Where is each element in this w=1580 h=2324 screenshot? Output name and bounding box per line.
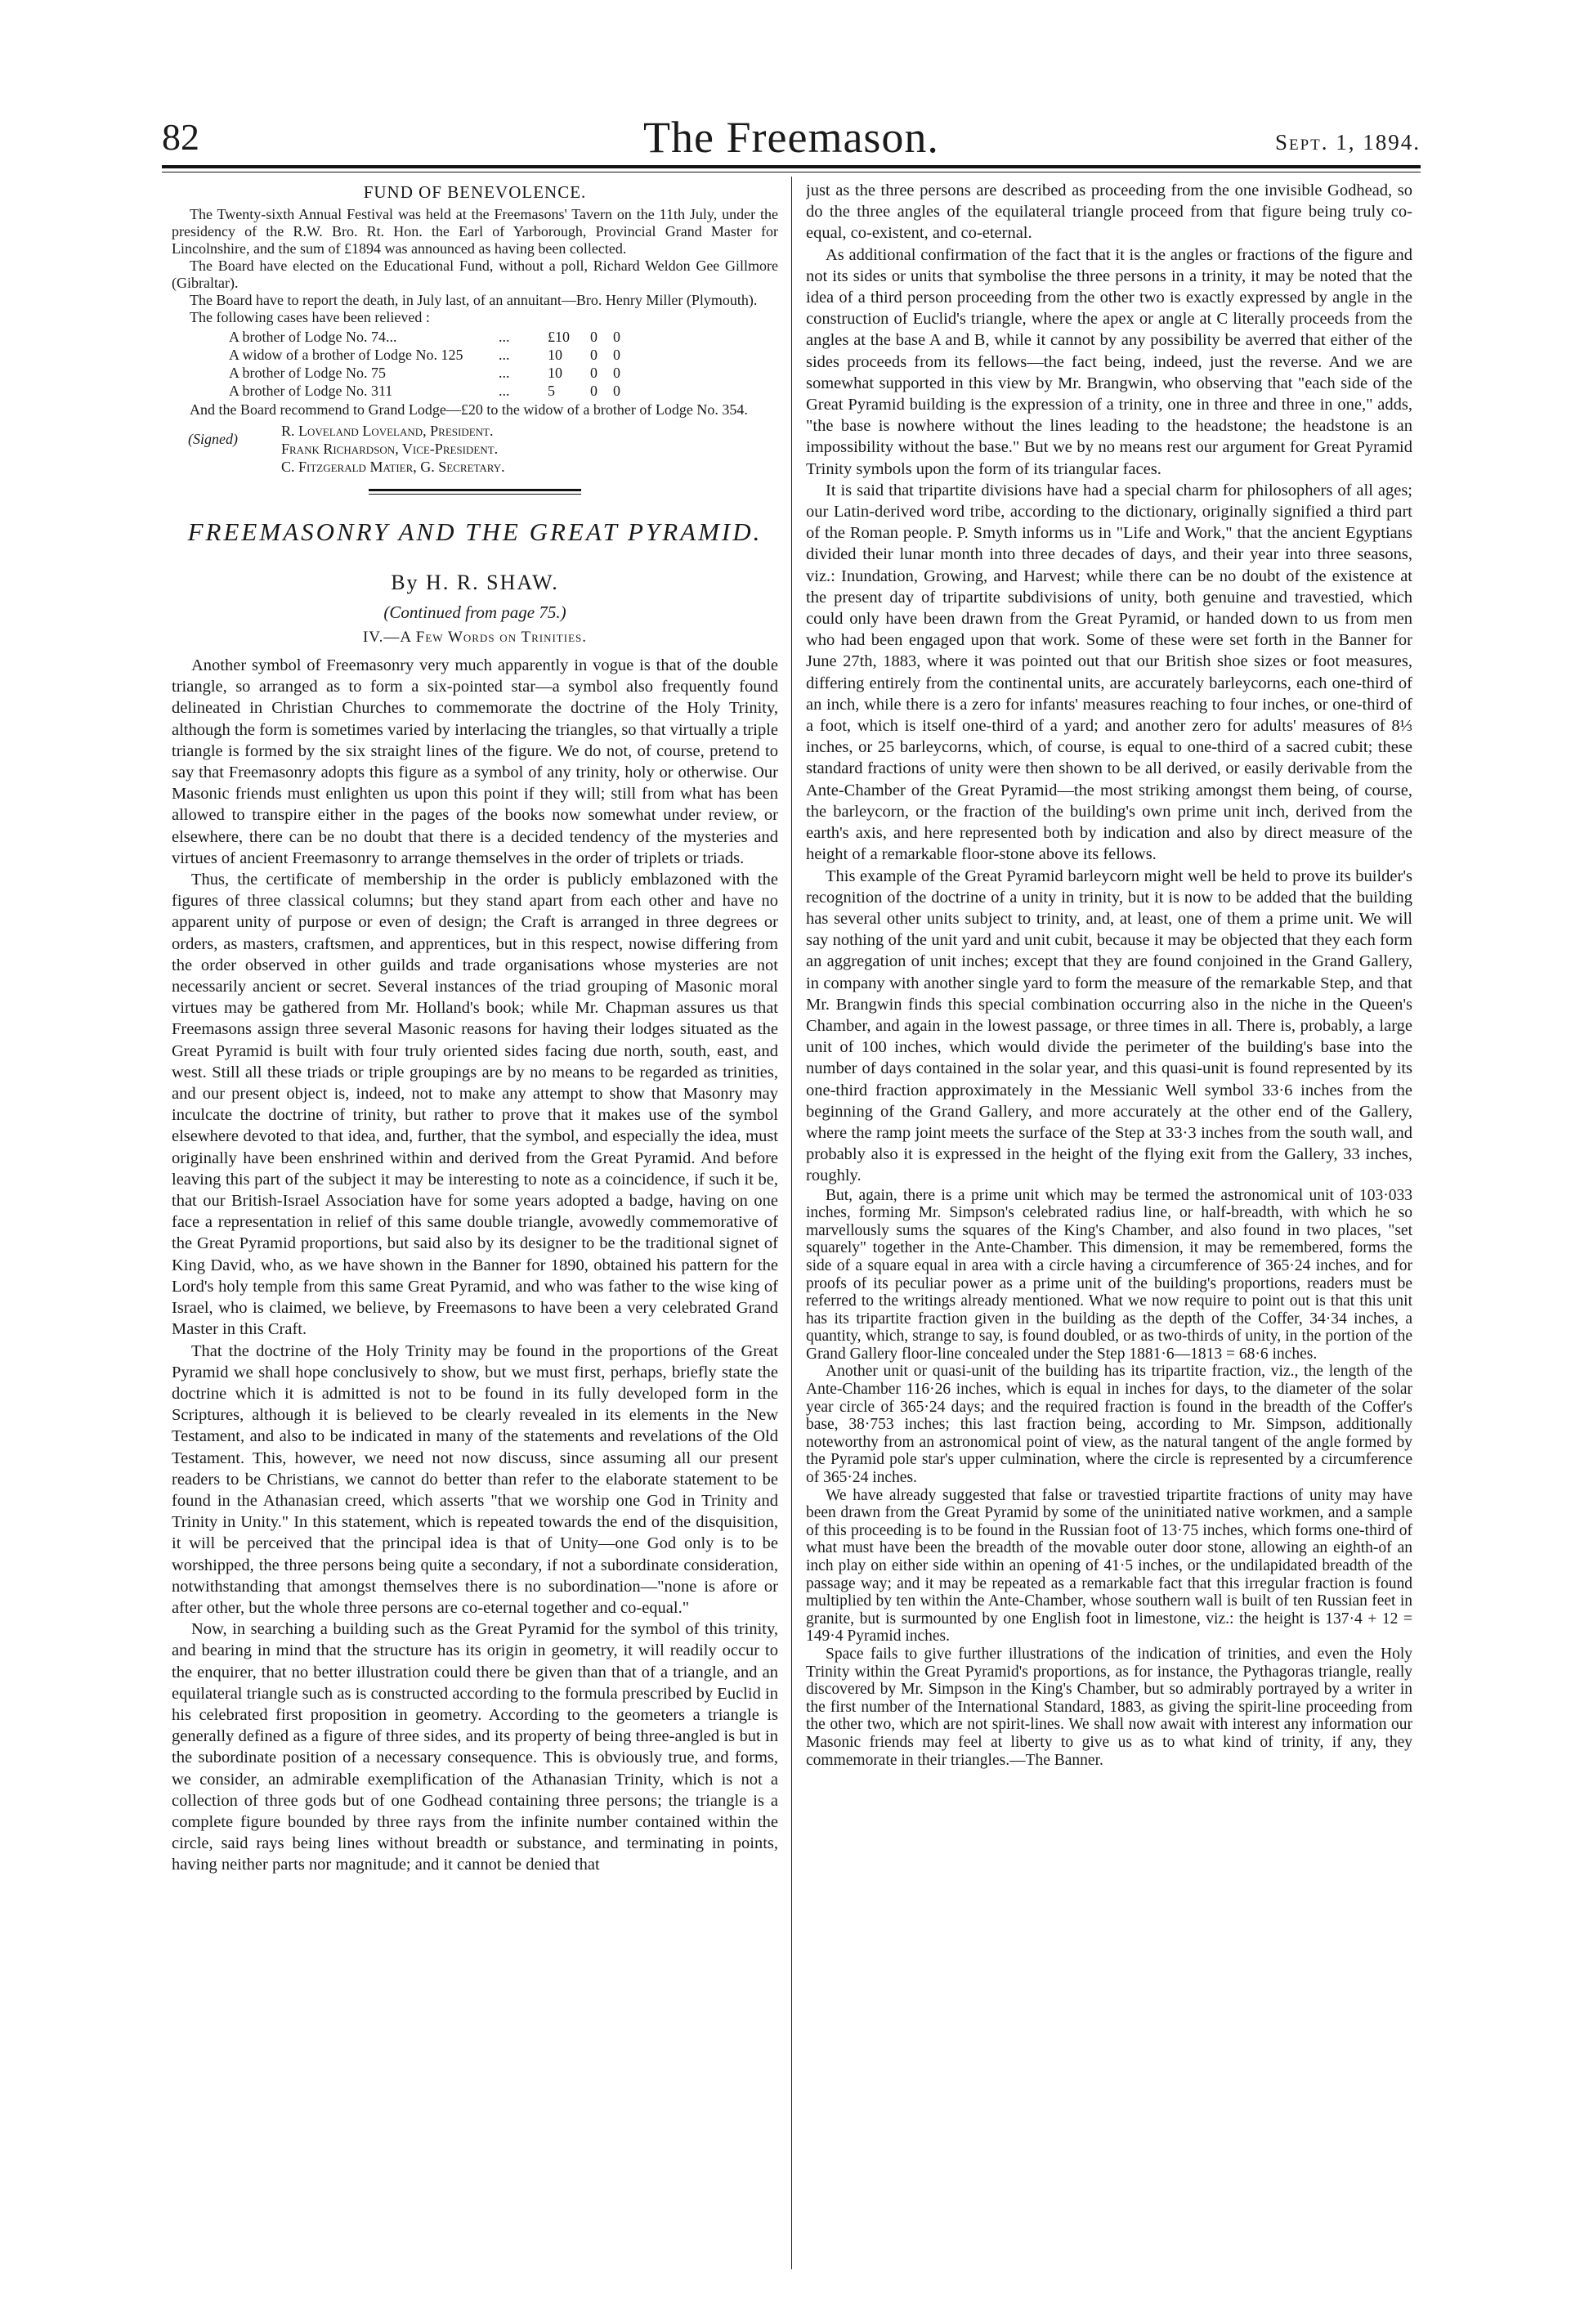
- article-paragraph: That the doctrine of the Holy Trinity may be found in the proportions of the Great Pyramid we shall hope conclusively to show, but we must first, perhaps, briefly state the doctrine which it is admitted is not to be found in its fully developed form in the Scriptures, although it is believed to be clearly revealed in its elements in the New Testament, and also to be indicated in many of the statements and revelations of the Old Testament. This, however, we need not now discuss, since assuming all our present readers to be Christians, we cannot do better than refer to the elaborate statement to be found in the Athanasian creed, which asserts "that we worship one God in Trinity and Trinity in Unity." In this statement, which is repeated towards the end of the disquisition, it will be perceived that the principal idea is that of Unity—one God only is to be worshipped, the three persons being quite a secondary, if not a subordinate consideration, notwithstanding that amongst themselves there is no subordination—"none is afore or after other, but the whole three persons are co-eternal together and co-equal.": [172, 1341, 778, 1617]
- issue-date: Sept. 1, 1894.: [1274, 130, 1421, 154]
- fund-paragraph: The following cases have been relieved :: [190, 309, 430, 325]
- signed-label: (Signed): [188, 431, 238, 447]
- amount-shillings: 0: [590, 383, 598, 399]
- signer: R. Loveland Loveland, President.: [281, 423, 494, 439]
- masthead-rule: [162, 165, 1421, 168]
- amount-pounds: £10: [548, 329, 570, 345]
- signer: C. Fitzgerald Matier, G. Secretary.: [281, 459, 505, 475]
- fund-of-benevolence-section: [172, 181, 778, 476]
- fund-heading: FUND OF BENEVOLENCE.: [363, 182, 587, 202]
- article-paragraph: As additional confirmation of the fact that it is the angles or fractions of the figure and not its sides or units that symbolise the three persons in a trinity, it may be noted that the idea of a third person proceeding from the other two is exactly expressed by angle in the construction of Euclid's triangle, where the apex or angle at C literally proceeds from the angles at the base A and B, while it cannot by any possibility be averred that either of the sides proceeds from its fellows—the fact being, indeed, just the reverse. And we are somewhat supported in this view by Mr. Brangwin, who observing that "each side of the Great Pyramid building is the expression of a trinity, one in three and three in one," adds, "the base is nowhere without the lines leading to the headstone; the headstone is an impossibility without the base." But we by no means rest our argument for Great Pyramid Trinity symbols upon the form of its triangular faces.: [806, 245, 1412, 478]
- amount-pence: 0: [613, 365, 620, 381]
- left-column: [172, 180, 778, 2273]
- case-amount: [548, 346, 654, 364]
- signature-block: [188, 422, 778, 476]
- masthead: [162, 114, 1421, 163]
- article-paragraph: This example of the Great Pyramid barleycorn might well be held to prove its builder's recognition of the doctrine of a unity in trinity, but it is now to be added that the building has several other units subject to trinity, and, at least, one of them a prime unit. We will say nothing of the unit yard and unit cubit, because it may be objected that they each form an aggregation of unit inches; except that they are found conjoined in the Grand Gallery, in company with another single yard to form the measure of the remarkable Step, and that Mr. Brangwin finds this special combination occurring also in the niche in the Queen's Chamber, and again in the lowest passage, or three times in all. There is, probably, a large unit of 100 inches, which would divide the perimeter of the building's base into the number of days contained in the solar year, and this quasi-unit is found represented by its one-third fraction approximately in the Messianic Well symbol 33·6 inches from the beginning of the Grand Gallery, and more accurately at the other end of the Gallery, where the ramp joint meets the surface of the Step at 33·3 inches from the south wall, and probably also it is expressed in the height of the flying exit from the Gallery, 33 inches, roughly.: [806, 866, 1412, 1185]
- amount-pence: 0: [613, 329, 620, 345]
- right-column: [806, 180, 1412, 2273]
- article-section: [172, 517, 778, 1876]
- relieved-cases-list: [229, 328, 778, 400]
- amount-pence: 0: [613, 383, 620, 399]
- article-paragraph: Now, in searching a building such as the Great Pyramid for the symbol of this trinity, and bearing in mind that the structure has its origin in geometry, it will readily occur to the enquirer, that no better illustration could there be given than that of a triangle, and an equilateral triangle such as is constructed according to the formula prescribed by Euclid in his celebrated first proposition in geometry. According to the geometers a triangle is generally defined as a figure of three sides, and its property of being three-angled is but in the subordinate position of a necessary consequence. This is obviously true, and forms, we consider, an admirable exemplification of the Athanasian Trinity, which is not a collection of three gods but of one Godhead containing three persons; the triangle is a complete figure bounded by three rays from the infinite number contained within the circle, said rays being lines without breadth or substance, and terminating in points, having neither parts nor magnitude; and it cannot be denied that: [172, 1620, 778, 1874]
- fund-paragraph: The Board have elected on the Educational Fund, without a poll, Richard Weldon Gee Gillmore (Gibraltar).: [172, 257, 778, 291]
- amount-shillings: 0: [590, 365, 598, 381]
- amount-pounds: 10: [548, 347, 562, 363]
- page-number: 82: [162, 116, 199, 158]
- article-body-right: [806, 180, 1412, 1187]
- article-paragraph: Another symbol of Freemasonry very much apparently in vogue is that of the double triangle, so arranged as to form a six-pointed star—a symbol also frequently found delineated in Christian Churches to commemorate the doctrine of the Holy Trinity, although the form is sometimes varied by interlacing the triangles, so that virtually a triple triangle is formed by the six straight lines of the figure. We do not, of course, pretend to say that Freemasonry adopts this figure as a symbol of any trinity, holy or otherwise. Our Masonic friends must enlighten us upon this point if they will; still from what has been allowed to transpire either in the pages of the books now somewhat under review, or elsewhere, there can be no doubt that there is a decided tendency of the mysteries and virtues of ancient Freemasonry to arrange themselves in the order of triplets or triads.: [172, 656, 778, 867]
- column-divider: [791, 177, 792, 2269]
- section-separator: [369, 489, 581, 495]
- signers-list: [281, 422, 505, 476]
- case-label: A brother of Lodge No. 74...: [229, 329, 397, 345]
- continued-note: (Continued from page 75.): [383, 602, 566, 622]
- amount-shillings: 0: [590, 347, 598, 363]
- article-body-right-lower: [806, 1187, 1412, 1770]
- article-paragraph: just as the three persons are described as proceeding from the one invisible Godhead, so do the three angles of the equilateral triangle proceed from that figure being truly co-equal, co-existent, and co-eternal.: [806, 181, 1412, 243]
- article-paragraph: Thus, the certificate of membership in the order is publicly emblazoned with the figures of three classical columns; but they stand apart from each other and have no apparent unity of purpose or even of design; the Craft is arranged in three degrees or orders, as masters, craftsmen, and apprentices, but in this respect, nowise differing from the order observed in other guilds and trade organisations whose mysteries are not necessarily ancient or secret. Several instances of the triad grouping of Masonic moral virtues may be gathered from Mr. Holland's book; while Mr. Chapman assures us that Freemasons assign three several Masonic reasons for having their lodges situated as the Great Pyramid is built with four truly oriented sides facing due north, south, east, and west. Still all these triads or triple groupings are by no means to be regarded as trinities, and our present object is, indeed, not to make any attempt to show that Masonry may inculcate the doctrine of trinity, but rather to prove that it makes use of the symbol elsewhere devoted to that idea, and, further, that the symbol, and especially the idea, must originally have been enshrined within and derived from the Great Pyramid. And before leaving this part of the subject it may be interesting to note as a coincidence, if such it be, that our British-Israel Association have for some years adopted a badge, having on one face a representation in relief of this same double triangle, avowedly commemorative of the Great Pyramid proportions, but said also by its designer to be the traditional signet of King David, who, as we have shown in the Banner for 1890, obtained his pattern for the Lord's holy temple from this same Great Pyramid, and who was father to the wise king of Israel, who is claimed, we believe, by Freemasons to have been a very celebrated Grand Master in this Craft.: [172, 871, 778, 1339]
- amount-shillings: 0: [590, 329, 598, 345]
- case-leader-dots: ...: [499, 365, 510, 381]
- paper-title: The Freemason.: [643, 113, 939, 162]
- case-amount: [548, 364, 654, 382]
- case-row: [229, 328, 778, 346]
- case-label: A brother of Lodge No. 75: [229, 365, 386, 381]
- case-row: [229, 364, 778, 382]
- amount-pounds: 10: [548, 365, 562, 381]
- article-paragraph: Space fails to give further illustrations of the indication of trinities, and even the Holy Trinity within the Great Pyramid's proportions, as for instance, the Pythagoras triangle, really discovered by Mr. Simpson in the King's Chamber, but so admirably portrayed by a writer in the first number of the International Standard, 1883, as giving the spirit-line proceeding from the other two, which are not spirit-lines. We shall now await with interest any information our Masonic friends may feel at liberty to give us as to what kind of trinity, if any, they commemorate in their triangles.—The Banner.: [806, 1645, 1412, 1769]
- fund-paragraph: The Board have to report the death, in July last, of an annuitant—Bro. Henry Miller (Plymouth).: [190, 292, 758, 308]
- fund-recommendation: [172, 401, 778, 419]
- amount-pounds: 5: [548, 383, 555, 399]
- case-leader-dots: ...: [499, 329, 510, 345]
- article-paragraph: But, again, there is a prime unit which may be termed the astronomical unit of 103·033 inches, forming Mr. Simpson's celebrated radius line, or half-breadth, with which he so marvellously sums the squares of the King's Chamber, and also found in two places, "set squarely" together in the Ante-Chamber. This dimension, it may be remembered, forms the side of a square equal in area with a circle having a circumference of 365·24 inches, and for proofs of its peculiar power as a prime unit of the building's proportions, readers must be referred to the writings already mentioned. What we now require to point out is that this unit has its tripartite fraction given in the building as the depth of the Coffer, 34·34 inches, a quantity, which, strange to say, is found doubled, or as two-thirds of unity, in the portion of the Grand Gallery floor-line concealed under the Step 1881·6—1813 = 68·6 inches.: [806, 1186, 1412, 1363]
- fund-paragraph: And the Board recommend to Grand Lodge—£20 to the widow of a brother of Lodge No. 354.: [190, 401, 748, 418]
- article-title: FREEMASONRY AND THE GREAT PYRAMID.: [187, 517, 763, 546]
- case-label: A widow of a brother of Lodge No. 125: [229, 347, 463, 363]
- article-body-left: [172, 655, 778, 1876]
- signer: Frank Richardson, Vice-President.: [281, 441, 499, 457]
- case-row: [229, 382, 778, 400]
- article-paragraph: It is said that tripartite divisions have had a special charm for philosophers of all ages; our Latin-derived word tribe, according to the dictionary, originally signified a third part of the Roman people. P. Smyth informs us in "Life and Work," that the ancient Egyptians divided their lunar month into three decades of days, and their year into three seasons, viz.: Inundation, Growing, and Harvest; while there can be no doubt of the existence at the present day of tripartite subdivisions of unity, both genuine and travestied, which could only have been drawn from the Great Pyramid, or handed down to us from men who had been engaged upon that work. Some of these were set forth in the Banner for June 27th, 1883, where it was pointed out that our British shoe sizes or foot measures, differing entirely from the continental units, are accurately barleycorns, each one-third of an inch, while there is a zero for infants' measures reaching to four inches, or one-third of a foot, which is itself one-third of a yard; and another zero for adults' measures of 8⅓ inches, or 25 barleycorns, which, of course, is equal to one-third of a sacred cubit; these standard fractions of unity were then shown to be all derived, or easily derivable from the Ante-Chamber of the Great Pyramid—the most striking amongst them being, of course, the barleycorn, or the fraction of the building's own prime unit inch, derived from the earth's axis, and here represented both by indication and also by direct measure of the height of a remarkable floor-stone above its fellows.: [806, 481, 1412, 864]
- article-byline: By H. R. SHAW.: [391, 571, 559, 594]
- case-label: A brother of Lodge No. 311: [229, 383, 393, 399]
- case-amount: [548, 328, 654, 346]
- fund-intro: [172, 206, 778, 326]
- case-row: [229, 346, 778, 364]
- amount-pence: 0: [613, 347, 620, 363]
- fund-paragraph: The Twenty-sixth Annual Festival was held at the Freemasons' Tavern on the 11th July, under the presidency of the R.W. Bro. Rt. Hon. the Earl of Yarborough, Provincial Grand Master for Lincolnshire, and the sum of £1894 was announced as having been collected.: [172, 206, 778, 257]
- article-subheading: IV.—A Few Words on Trinities.: [362, 629, 587, 646]
- article-paragraph: We have already suggested that false or travestied tripartite fractions of unity may have been drawn from the Great Pyramid by some of the uninitiated native workmen, and a sample of this proceeding is to be found in the Russian foot of 13·75 inches, which forms one-third of what must have been the breadth of the movable outer door stone, allowing an eighth-of an inch play on either side within an opening of 41·5 inches, or the undilapidated breadth of the passage way; and it may be repeated as a remarkable fact that this irregular fraction is found multiplied by ten within the Ante-Chamber, whose southern wall is built of ten Russian feet in granite, but is surmounted by one English foot in limestone, viz.: the height is 137·4 + 12 = 149·4 Pyramid inches.: [806, 1486, 1412, 1646]
- case-leader-dots: ...: [499, 347, 510, 363]
- case-leader-dots: ...: [499, 383, 510, 399]
- article-paragraph: Another unit or quasi-unit of the building has its tripartite fraction, viz., the length of the Ante-Chamber 116·26 inches, which is equal in inches for days, to the diameter of the solar year circle of 365·24 days; and the required fraction is found in the breadth of the Coffer's base, 38·753 inches; this last fraction being, according to Mr. Simpson, additionally noteworthy from an astronomical point of view, as the natural tangent of the angle formed by the Pyramid pole star's upper culmination, where the circle is represented by a circumference of 365·24 inches.: [806, 1363, 1412, 1487]
- case-amount: [548, 382, 654, 400]
